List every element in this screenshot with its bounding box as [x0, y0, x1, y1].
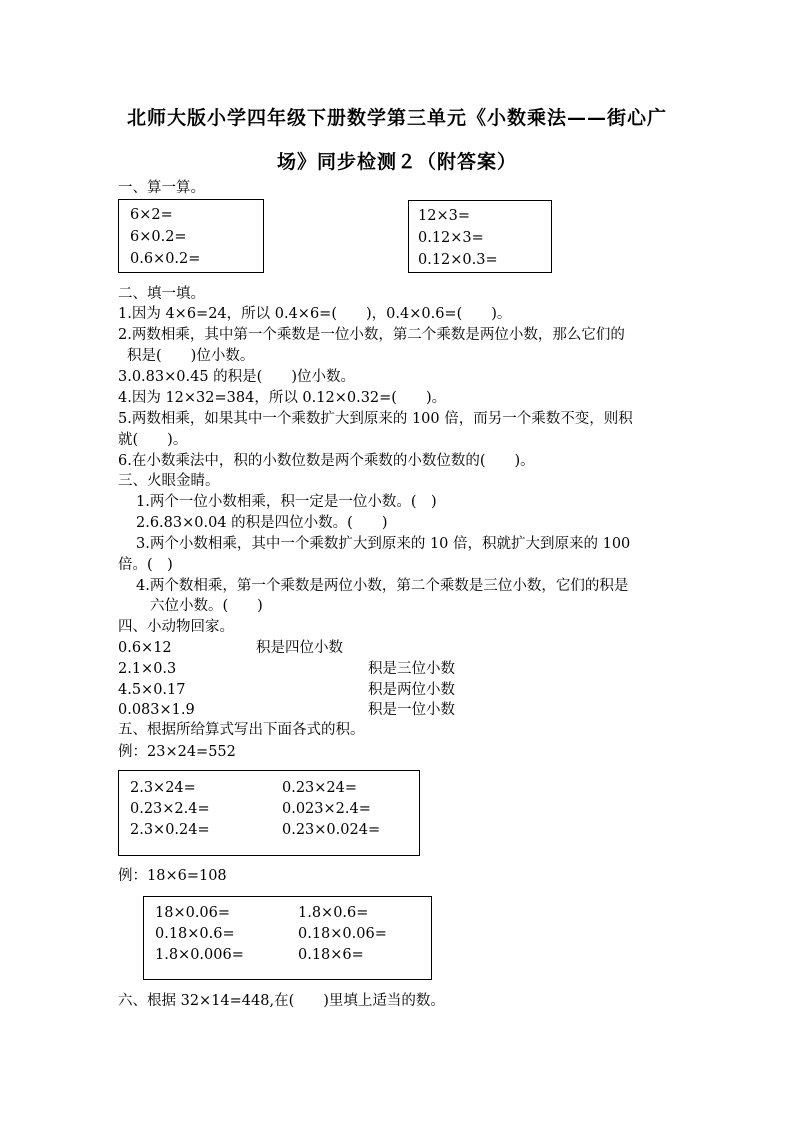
section5-heading: 五、根据所给算式写出下面各式的积。: [118, 722, 365, 738]
calc-item: 0.6×0.2=: [130, 251, 201, 267]
calc-item: 0.023×2.4=: [282, 801, 371, 817]
calc-item: 2.3×24=: [130, 780, 196, 796]
calc-item: 0.18×0.6=: [155, 926, 235, 942]
question: 3.0.83×0.45 的积是( )位小数。: [118, 369, 355, 385]
match-left-item: 0.083×1.9: [118, 702, 195, 718]
section3-heading: 三、火眼金睛。: [118, 473, 220, 489]
question: 5.两数相乘，如果其中一个乘数扩大到原来的 100 倍，而另一个乘数不变，则积: [118, 411, 633, 427]
question: 2.6.83×0.04 的积是四位小数。( ): [136, 515, 388, 531]
example-line: 例：23×24=552: [118, 744, 236, 760]
section1-heading: 一、算一算。: [118, 180, 205, 196]
match-right-item: 积是四位小数: [256, 640, 343, 656]
question: 6.在小数乘法中，积的小数位数是两个乘数的小数位数的( )。: [118, 453, 535, 469]
calc-item: 6×2=: [130, 207, 173, 223]
question: 1.因为 4×6=24，所以 0.4×6=( )，0.4×0.6=( )。: [118, 306, 512, 322]
calc-item: 0.23×24=: [282, 780, 358, 796]
question-cont: 积是( )位小数。: [127, 348, 255, 364]
match-left-item: 4.5×0.17: [118, 682, 186, 698]
match-right-item: 积是两位小数: [368, 682, 455, 698]
question-cont: 倍。( ): [118, 557, 173, 573]
example-line: 例：18×6=108: [118, 868, 227, 884]
calc-item: 6×0.2=: [130, 229, 187, 245]
calc-item: 1.8×0.6=: [298, 905, 369, 921]
question: 4.因为 12×32=384，所以 0.12×0.32=( )。: [118, 390, 447, 406]
calc-item: 1.8×0.006=: [155, 947, 244, 963]
page-title-line1: 北师大版小学四年级下册数学第三单元《小数乘法——街心广: [126, 107, 667, 129]
match-right-item: 积是三位小数: [368, 661, 455, 677]
calc-item: 18×0.06=: [155, 905, 231, 921]
calc-item: 0.12×3=: [418, 230, 484, 246]
section6-heading: 六、根据 32×14=448,在( )里填上适当的数。: [118, 993, 445, 1009]
question: 2.两数相乘，其中第一个乘数是一位小数，第二个乘数是两位小数，那么它们的: [118, 327, 625, 343]
calc-item: 0.23×2.4=: [130, 801, 210, 817]
question: 4.两个数相乘，第一个乘数是两位小数，第二个乘数是三位小数，它们的积是: [136, 578, 629, 594]
calc-item: 12×3=: [418, 208, 470, 224]
calc-item: 0.12×0.3=: [418, 252, 498, 268]
section4-heading: 四、小动物回家。: [118, 619, 234, 635]
match-left-item: 0.6×12: [118, 640, 172, 656]
calc-item: 2.3×0.24=: [130, 822, 210, 838]
calc-item: 0.18×0.06=: [298, 926, 387, 942]
question: 3.两个小数相乘，其中一个乘数扩大到原来的 10 倍，积就扩大到原来的 100: [136, 536, 631, 552]
match-left-item: 2.1×0.3: [118, 661, 177, 677]
question-cont: 六位小数。( ): [150, 598, 263, 614]
question: 1.两个一位小数相乘，积一定是一位小数。( ): [136, 494, 437, 510]
calc-item: 0.23×0.024=: [282, 822, 381, 838]
section2-heading: 二、填一填。: [118, 286, 205, 302]
match-right-item: 积是一位小数: [368, 702, 455, 718]
page-title-line2: 场》同步检测２（附答案）: [276, 151, 517, 173]
calc-item: 0.18×6=: [298, 947, 364, 963]
question-cont: 就( )。: [118, 432, 188, 448]
